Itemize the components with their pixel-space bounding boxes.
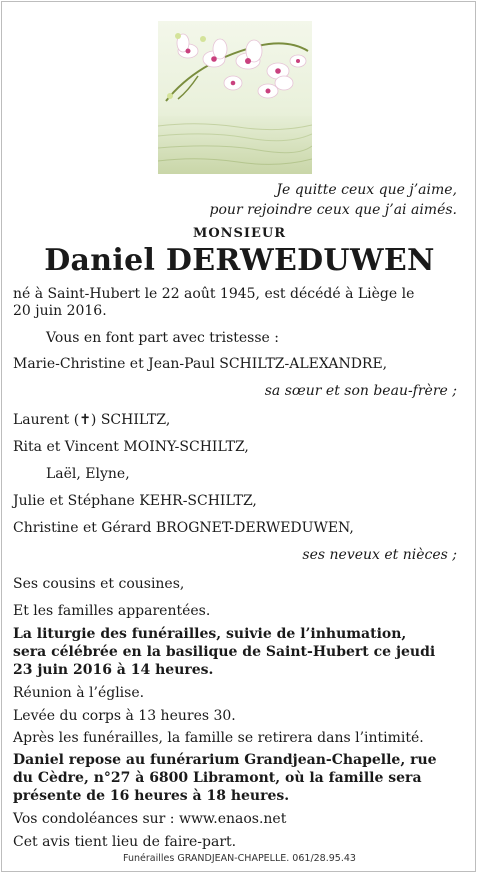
- family-line: Ses cousins et cousines,: [13, 576, 185, 592]
- info-line: Réunion à l’église.: [13, 685, 145, 701]
- honorific-title: MONSIEUR: [192, 226, 287, 241]
- quote-line-1: Je quitte ceux que j’aime,: [276, 182, 457, 198]
- rest-line-3: présente de 16 heures à 18 heures.: [13, 788, 290, 804]
- condolences-line: Vos condoléances sur : www.enaos.net: [13, 811, 287, 827]
- liturgy-line-2: sera célébrée en la basilique de Saint-Hubert ce jeudi: [13, 644, 436, 660]
- family-line: Rita et Vincent MOINY-SCHILTZ,: [13, 439, 249, 455]
- orchid-photo-icon: [158, 21, 312, 174]
- intro-text: Vous en font part avec tristesse :: [46, 330, 279, 346]
- family-line: Laurent (✝) SCHILTZ,: [13, 412, 171, 428]
- info-line: Levée du corps à 13 heures 30.: [13, 708, 236, 724]
- closing-line: Cet avis tient lieu de faire-part.: [13, 834, 237, 850]
- family-line: Christine et Gérard BROGNET-DERWEDUWEN,: [13, 520, 354, 536]
- birth-line-1: né à Saint-Hubert le 22 août 1945, est décédé à Liège le: [13, 286, 415, 302]
- family-relation: ses neveux et nièces ;: [302, 547, 457, 563]
- quote-line-2: pour rejoindre ceux que j’ai aimés.: [209, 202, 457, 218]
- family-line: Marie-Christine et Jean-Paul SCHILTZ-ALEXANDRE,: [13, 356, 388, 372]
- rest-line-1: Daniel repose au funérarium Grandjean-Chapelle, rue: [13, 752, 437, 768]
- birth-line-2: 20 juin 2016.: [13, 303, 107, 319]
- family-line: Et les familles apparentées.: [13, 603, 211, 619]
- family-line: Laël, Elyne,: [46, 466, 130, 482]
- funeral-home-footer: Funérailles GRANDJEAN-CHAPELLE. 061/28.95.43: [123, 853, 356, 864]
- info-line: Après les funérailles, la famille se retirera dans l’intimité.: [13, 730, 424, 746]
- liturgy-line-1: La liturgie des funérailles, suivie de l’inhumation,: [13, 626, 407, 642]
- rest-line-2: du Cèdre, n°27 à 6800 Libramont, où la famille sera: [13, 770, 422, 786]
- family-line: Julie et Stéphane KEHR-SCHILTZ,: [13, 493, 257, 509]
- deceased-name: Daniel DERWEDUWEN: [44, 243, 435, 278]
- family-relation: sa sœur et son beau-frère ;: [264, 383, 457, 399]
- liturgy-line-3: 23 juin 2016 à 14 heures.: [13, 662, 214, 678]
